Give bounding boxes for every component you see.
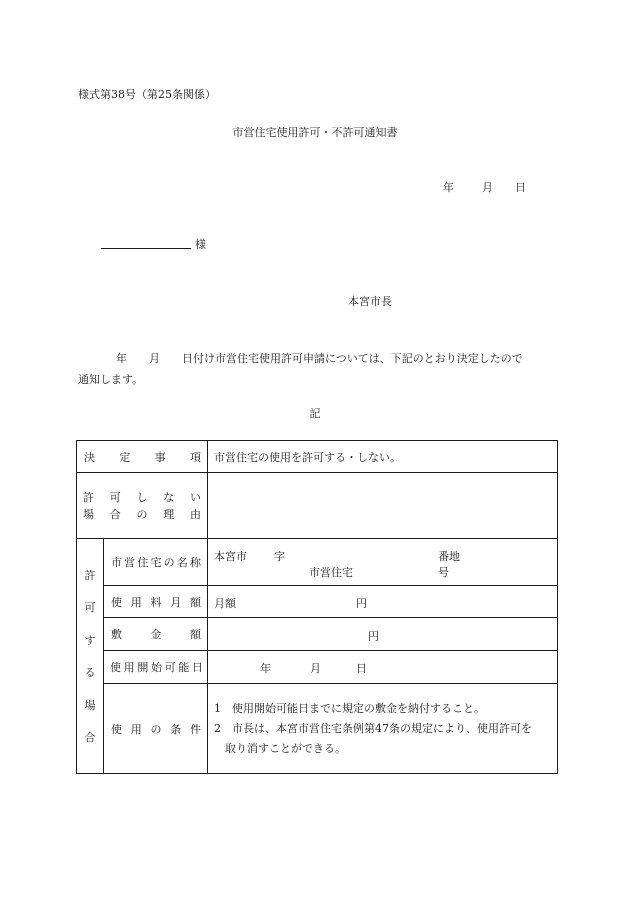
sender-name: 本宮市長 [348,295,392,308]
rent-label: 使 用 料 月 額 [111,595,201,609]
deposit-unit: 円 [368,629,379,643]
decision-table [76,440,558,774]
conditions-row [77,684,558,774]
housing-name-value-cell [208,539,558,586]
conditions-list [208,699,557,759]
deposit-row [77,618,558,651]
issue-date [443,179,526,195]
addressee-suffix: 様 [195,238,206,251]
deposit-value [208,619,557,650]
housing-jutaku: 市営住宅 [309,566,353,579]
date-day: 日 [515,181,526,194]
not-permitted-label-row-1: 許 可 し な い [83,490,201,504]
not-permitted-label-row-2: 場 合 の 理 由 [83,507,201,521]
not-permitted-reason [208,499,214,512]
start-day: 日 [356,662,367,675]
permitted-group-label: 許 可 す る 場 合 [84,569,96,744]
addressee-blank-line [101,234,191,249]
ki-heading: 記 [309,407,321,420]
housing-name-label-cell [104,539,208,586]
decision-value: 市営住宅の使用を許可する・しない。 [214,450,401,464]
date-month: 月 [482,181,493,194]
rent-label-cell [104,586,208,618]
start-date-row [77,651,558,684]
start-date-value-cell [208,651,558,684]
rent-prefix: 月額 [214,597,236,610]
housing-name-label: 市 営 住 宅 の 名 称 [111,556,201,569]
condition-item: 1 使用開始可能日までに規定の敷金を納付すること。 [214,701,485,715]
housing-banchi: 番地 [438,550,460,563]
condition-item-continued: 取り消すことができる。 [214,741,346,755]
housing-go: 号 [438,566,449,579]
start-year: 年 [260,662,271,675]
body-text-line-1: 年 月 日付け市営住宅使用許可申請については、下記のとおり決定したので [116,352,523,365]
deposit-label: 敷 金 額 [111,628,201,641]
decision-value-cell [208,441,558,473]
document-title: 市営住宅使用許可・不許可通知書 [232,126,398,139]
decision-row [77,441,558,473]
start-date-value [208,651,557,683]
deposit-label-cell [104,618,208,651]
body-text-line-2: 通知します。 [78,373,144,386]
start-month: 月 [310,662,321,675]
rent-value-cell [208,586,558,618]
conditions-label-cell [104,684,208,774]
rent-value [208,586,557,617]
date-year: 年 [443,181,454,194]
housing-name-row [77,539,558,586]
start-date-label-cell [104,651,208,684]
not-permitted-reason-cell [208,473,558,539]
permitted-group-label-cell [77,539,104,774]
conditions-value-cell [208,684,558,774]
decision-label-cell [77,441,208,473]
housing-name-value [208,539,557,585]
rent-row [77,586,558,618]
conditions-label: 使 用 の 条 件 [111,722,201,736]
housing-aza: 字 [274,550,285,563]
condition-item: 2 市長は、本宮市営住宅条例第47条の規定により、使用許可を [214,721,532,735]
form-number: 様式第38号（第25条関係） [78,88,216,101]
housing-city: 本宮市 [214,550,247,563]
rent-unit: 円 [356,597,367,610]
deposit-value-cell [208,618,558,651]
decision-label: 決 定 事 項 [84,450,201,464]
not-permitted-row [77,473,558,539]
start-date-label: 使 用 開 始 可 能 日 [110,661,203,674]
not-permitted-label-cell [77,473,208,539]
